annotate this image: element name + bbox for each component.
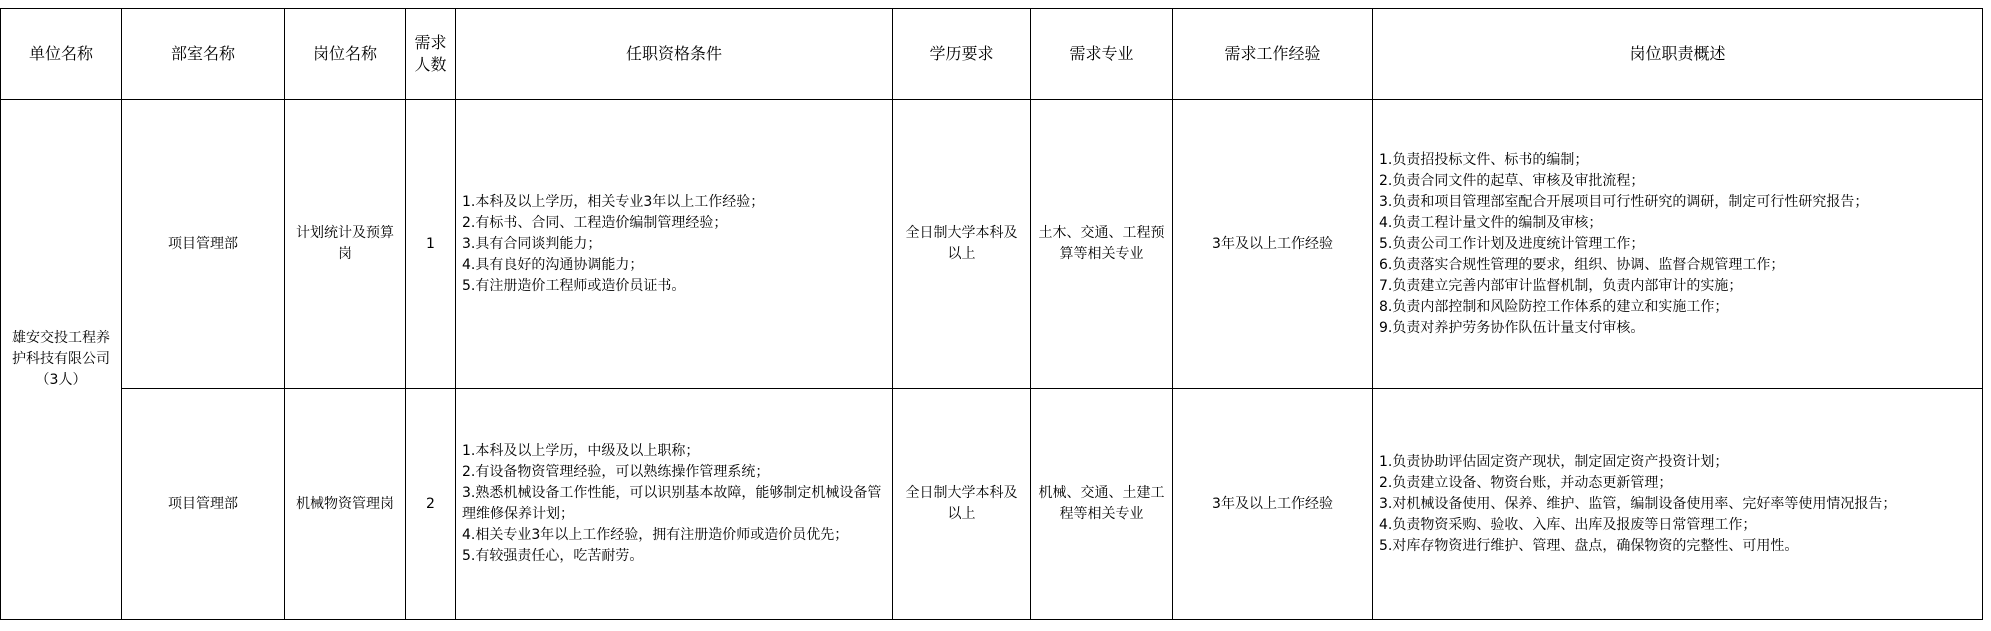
experience-cell: 3年及以上工作经验	[1173, 100, 1373, 389]
duty-item: 7.负责建立完善内部审计监督机制，负责内部审计的实施；	[1379, 277, 1743, 294]
recruitment-table	[0, 8, 1983, 620]
qualification-item: 1.本科及以上学历，中级及以上职称；	[462, 443, 700, 459]
duty-item: 1.负责协助评估固定资产现状，制定固定资产投资计划；	[1379, 453, 1729, 470]
duty-item: 6.负责落实合规性管理的要求，组织、协调、监督合规管理工作；	[1379, 256, 1785, 273]
qualification-item: 3.熟悉机械设备工作性能，可以识别基本故障，能够制定机械设备管理维修保养计划；	[462, 485, 882, 522]
table-row	[1, 100, 1983, 389]
header-education: 学历要求	[893, 9, 1031, 100]
header-dept: 部室名称	[122, 9, 285, 100]
major-cell: 土木、交通、工程预算等相关专业	[1031, 100, 1173, 389]
dept-cell: 项目管理部	[122, 389, 285, 620]
duties-cell	[1373, 389, 1983, 620]
qualification-item: 1.本科及以上学历，相关专业3年以上工作经验；	[462, 193, 765, 210]
duty-item: 2.负责合同文件的起草、审核及审批流程；	[1379, 172, 1645, 189]
header-position: 岗位名称	[285, 9, 406, 100]
qualification-item: 4.具有良好的沟通协调能力；	[462, 256, 644, 273]
company-count: （3人）	[35, 372, 87, 388]
duty-item: 1.负责招投标文件、标书的编制；	[1379, 151, 1589, 168]
header-duties: 岗位职责概述	[1373, 9, 1983, 100]
qualifications-cell	[456, 100, 893, 389]
qualification-item: 2.有标书、合同、工程造价编制管理经验；	[462, 214, 728, 231]
duty-item: 9.负责对养护劳务协作队伍计量支付审核。	[1379, 319, 1645, 336]
table-row	[1, 389, 1983, 620]
duties-cell	[1373, 100, 1983, 389]
qualifications-cell	[456, 389, 893, 620]
education-cell: 全日制大学本科及以上	[893, 100, 1031, 389]
position-cell: 计划统计及预算岗	[285, 100, 406, 389]
header-row	[1, 9, 1983, 100]
company-cell	[1, 100, 122, 620]
header-experience: 需求工作经验	[1173, 9, 1373, 100]
qualification-item: 3.具有合同谈判能力；	[462, 235, 602, 252]
duty-item: 5.对库存物资进行维护、管理、盘点，确保物资的完整性、可用性。	[1379, 537, 1799, 554]
duty-item: 8.负责内部控制和风险防控工作体系的建立和实施工作；	[1379, 298, 1729, 315]
qualification-item: 4.相关专业3年以上工作经验，拥有注册造价师或造价员优先；	[462, 527, 849, 543]
qualification-item: 5.有较强责任心，吃苦耐劳。	[462, 548, 644, 564]
dept-cell: 项目管理部	[122, 100, 285, 389]
education-cell: 全日制大学本科及以上	[893, 389, 1031, 620]
header-major: 需求专业	[1031, 9, 1173, 100]
count-cell: 2	[406, 389, 456, 620]
experience-cell: 3年及以上工作经验	[1173, 389, 1373, 620]
position-cell: 机械物资管理岗	[285, 389, 406, 620]
qualification-item: 2.有设备物资管理经验，可以熟练操作管理系统；	[462, 464, 770, 480]
duty-item: 3.负责和项目管理部室配合开展项目可行性研究的调研，制定可行性研究报告；	[1379, 193, 1869, 210]
header-qualifications: 任职资格条件	[456, 9, 893, 100]
duty-item: 2.负责建立设备、物资台账，并动态更新管理；	[1379, 474, 1673, 491]
duty-item: 4.负责物资采购、验收、入库、出库及报废等日常管理工作；	[1379, 516, 1757, 533]
duty-item: 5.负责公司工作计划及进度统计管理工作；	[1379, 235, 1645, 252]
duty-item: 4.负责工程计量文件的编制及审核；	[1379, 214, 1603, 231]
count-cell: 1	[406, 100, 456, 389]
qualification-item: 5.有注册造价工程师或造价员证书。	[462, 277, 686, 294]
company-name: 雄安交投工程养护科技有限公司	[12, 330, 110, 367]
major-cell: 机械、交通、土建工程等相关专业	[1031, 389, 1173, 620]
duty-item: 3.对机械设备使用、保养、维护、监管，编制设备使用率、完好率等使用情况报告；	[1379, 495, 1897, 512]
header-unit: 单位名称	[1, 9, 122, 100]
header-count: 需求人数	[406, 9, 456, 100]
